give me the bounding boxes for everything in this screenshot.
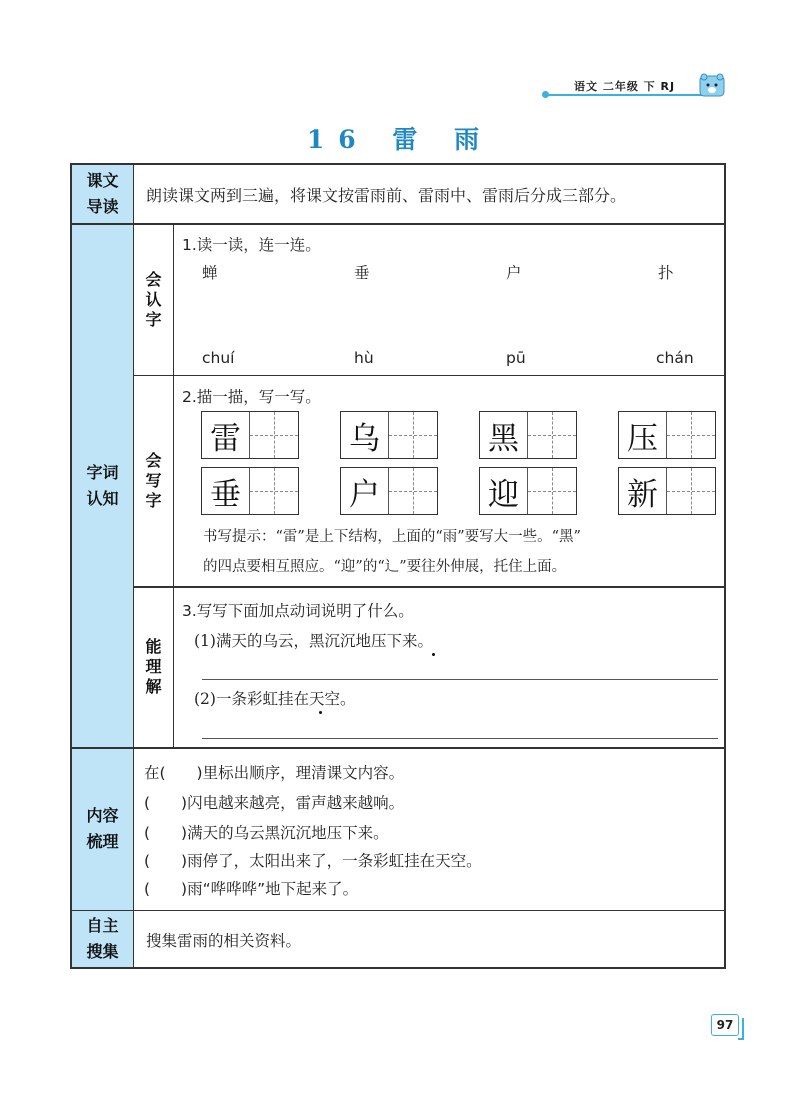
writing-grid[interactable]: 户 [340,467,438,515]
kewen-daodu-content: 朗读课文两到三遍，将课文按雷雨前、雷雨中、雷雨后分成三部分。 [146,186,627,205]
writing-grid[interactable]: 新 [618,467,716,515]
header-rule [546,94,706,96]
writing-tip-line2: 的四点要相互照应。“迎”的“辶”要往外伸展，托住上面。 [203,559,567,575]
match-pinyin[interactable]: hù [354,349,374,367]
divider [134,375,726,377]
sequence-item[interactable]: ( )满天的乌云黑沉沉地压下来。 [144,824,389,842]
hui-xiezi-instruction: 2.描一描，写一写。 [182,388,321,406]
answer-line[interactable] [202,738,718,739]
match-character[interactable]: 扑 [658,264,674,282]
match-character[interactable]: 垂 [354,264,370,282]
sequence-item[interactable]: ( )闪电越来越亮，雷声越来越响。 [144,794,405,812]
writing-tip-line1: 书写提示：“雷”是上下结构，上面的“雨”要写大一些。“黑” [203,529,581,545]
writing-grid[interactable]: 乌 [340,411,438,459]
emphasis-dot [432,653,435,656]
sequence-item[interactable]: ( )雨“哗哗哗”地下起来了。 [144,880,359,898]
writing-grid[interactable]: 压 [618,411,716,459]
match-character[interactable]: 蝉 [202,264,218,282]
sub-label-hui-xiezi: 会 写 字 [134,376,174,586]
match-pinyin[interactable]: pū [506,349,526,367]
sub-label-neng-lijie: 能 理 解 [134,588,174,747]
worksheet-table [70,163,726,969]
divider [72,910,726,912]
answer-line[interactable] [202,679,718,680]
neirong-intro: 在( )里标出顺序，理清课文内容。 [144,764,405,782]
section-label-zizhu-souji: 自主 搜集 [72,911,134,967]
page-number: 97 [711,1014,739,1036]
match-pinyin[interactable]: chuí [202,349,235,367]
sub-label-hui-renzi: 会 认 字 [134,225,174,375]
lesson-title: 16 雷 雨 [306,125,494,154]
zizhu-souji-content: 搜集雷雨的相关资料。 [146,932,302,950]
neng-lijie-instruction: 3.写写下面加点动词说明了什么。 [182,602,414,620]
match-pinyin[interactable]: chán [656,349,694,367]
sequence-item[interactable]: ( )雨停了，太阳出来了，一条彩虹挂在天空。 [144,852,482,870]
subject-label: 语文 二年级 下 RJ [574,80,676,93]
divider [134,586,726,588]
writing-grid[interactable]: 黑 [479,411,577,459]
writing-grid[interactable]: 垂 [201,467,299,515]
divider [72,747,726,749]
section-label-zici-renzhi: 字词 认知 [72,225,134,747]
question-1: (1)满天的乌云，黑沉沉地压下来。 [194,632,433,650]
emphasis-dot [319,711,322,714]
writing-grid[interactable]: 雷 [201,411,299,459]
question-2: (2)一条彩虹挂在天空。 [194,690,356,708]
section-label-neirong-shuli: 内容 梳理 [72,749,134,910]
writing-grid[interactable]: 迎 [479,467,577,515]
section-label-kewen-daodu: 课文 导读 [72,165,134,223]
match-character[interactable]: 户 [506,264,522,282]
bear-mascot-icon [698,72,726,98]
hui-renzi-instruction: 1.读一读，连一连。 [182,236,321,254]
